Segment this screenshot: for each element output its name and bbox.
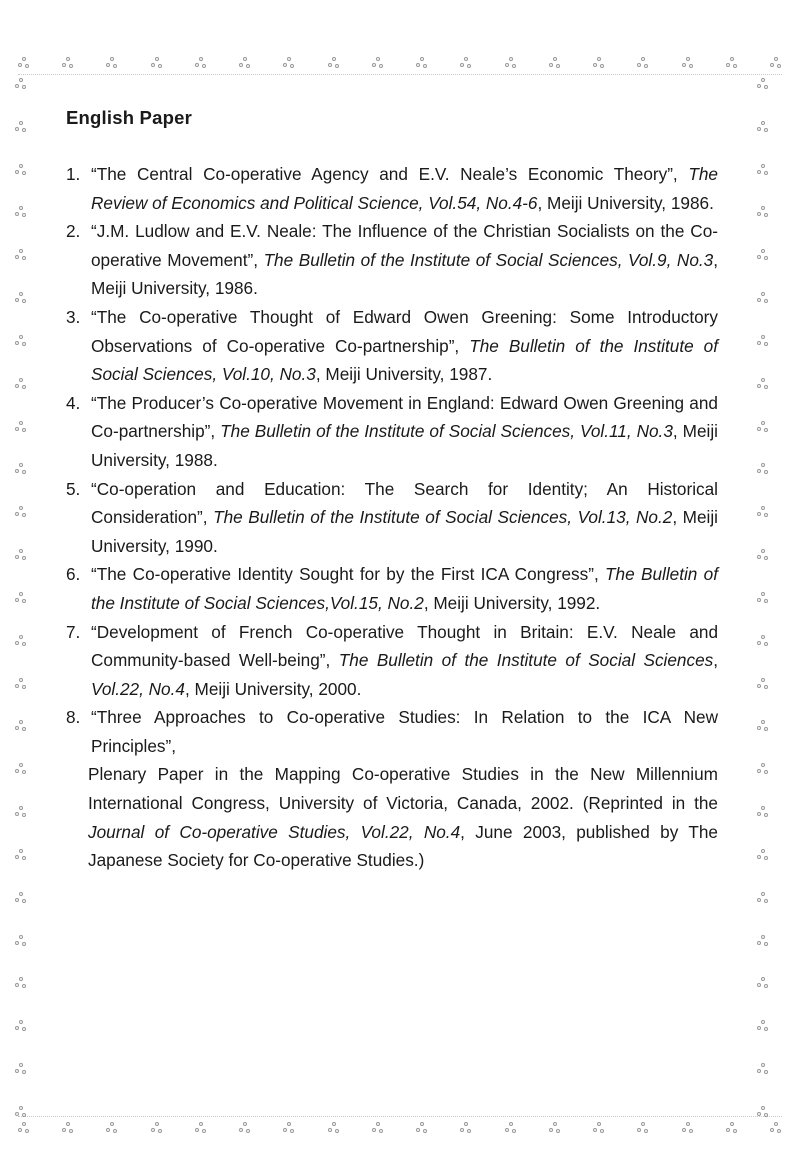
- paper-note-text: Plenary Paper in the Mapping Co-operative Studies in the New Millennium International Congress, University of Victoria, Canada, 2002. (Reprinted in the: [88, 764, 718, 814]
- flower-ornament-icon: [15, 78, 27, 90]
- flower-ornament-icon: [505, 1122, 517, 1134]
- flower-ornament-icon: [757, 164, 769, 176]
- flower-ornament-icon: [505, 57, 517, 69]
- paper-item-2: [66, 217, 718, 303]
- top-ornament-border: [18, 52, 782, 75]
- flower-ornament-icon: [757, 892, 769, 904]
- flower-ornament-icon: [549, 57, 561, 69]
- paper-number: 6.: [66, 564, 81, 585]
- paper-item-3: [66, 303, 718, 389]
- paper-item-8: [66, 703, 718, 875]
- flower-ornament-icon: [637, 57, 649, 69]
- flower-ornament-icon: [15, 849, 27, 861]
- paper-item-1: [66, 160, 718, 217]
- flower-ornament-icon: [283, 57, 295, 69]
- flower-ornament-icon: [151, 1122, 163, 1134]
- flower-ornament-icon: [15, 506, 27, 518]
- flower-ornament-icon: [682, 57, 694, 69]
- flower-ornament-icon: [15, 763, 27, 775]
- paper-publisher: , Meiji University, 1987.: [315, 364, 493, 385]
- flower-ornament-icon: [15, 164, 27, 176]
- paper-volume: Vol.22, No.4: [91, 678, 185, 699]
- flower-ornament-icon: [757, 849, 769, 861]
- paper-number: 7.: [66, 621, 81, 642]
- flower-ornament-icon: [18, 57, 30, 69]
- flower-ornament-icon: [593, 57, 605, 69]
- flower-ornament-icon: [15, 378, 27, 390]
- flower-ornament-icon: [757, 806, 769, 818]
- flower-ornament-icon: [151, 57, 163, 69]
- paper-note: [88, 760, 718, 874]
- paper-title: “Three Approaches to Co-operative Studies: In Relation to the ICA New Principles”,: [91, 707, 718, 756]
- flower-ornament-icon: [757, 635, 769, 647]
- flower-ornament-icon: [757, 292, 769, 304]
- flower-ornament-icon: [239, 57, 251, 69]
- flower-ornament-icon: [757, 935, 769, 947]
- paper-publisher: , Meiji University, 2000.: [184, 678, 362, 699]
- paper-number: 5.: [66, 478, 81, 499]
- flower-ornament-icon: [62, 57, 74, 69]
- paper-separator: ,: [713, 650, 719, 671]
- paper-item-7: [66, 618, 718, 704]
- paper-journal: Journal of Co-operative Studies, Vol.22, No.4: [88, 821, 461, 842]
- flower-ornament-icon: [757, 549, 769, 561]
- flower-ornament-icon: [757, 421, 769, 433]
- flower-ornament-icon: [15, 335, 27, 347]
- paper-title: “The Central Co-operative Agency and E.V. Neale’s Economic Theory”,: [91, 164, 689, 184]
- paper-journal: The Bulletin of the Institute of Social Sciences,Vol.15, No.2: [91, 564, 718, 613]
- paper-journal: The Bulletin of the Institute of Social Sciences, Vol.10, No.3: [91, 335, 718, 385]
- flower-ornament-icon: [757, 592, 769, 604]
- flower-ornament-icon: [757, 378, 769, 390]
- flower-ornament-icon: [15, 1020, 27, 1032]
- flower-ornament-icon: [15, 249, 27, 261]
- flower-ornament-icon: [62, 1122, 74, 1134]
- flower-ornament-icon: [15, 1063, 27, 1075]
- flower-ornament-icon: [757, 121, 769, 133]
- flower-ornament-icon: [15, 1106, 27, 1118]
- flower-ornament-icon: [757, 463, 769, 475]
- paper-journal: The Bulletin of the Institute of Social Sciences: [338, 650, 714, 671]
- flower-ornament-icon: [195, 1122, 207, 1134]
- flower-ornament-icon: [15, 463, 27, 475]
- flower-ornament-icon: [757, 335, 769, 347]
- paper-number: 3.: [66, 306, 81, 327]
- flower-ornament-icon: [757, 506, 769, 518]
- flower-ornament-icon: [593, 1122, 605, 1134]
- flower-ornament-icon: [195, 57, 207, 69]
- flower-ornament-icon: [682, 1122, 694, 1134]
- flower-ornament-icon: [372, 57, 384, 69]
- flower-ornament-icon: [726, 57, 738, 69]
- flower-ornament-icon: [757, 1063, 769, 1075]
- flower-ornament-icon: [239, 1122, 251, 1134]
- flower-ornament-icon: [15, 206, 27, 218]
- paper-number: 4.: [66, 392, 81, 413]
- bottom-ornament-border: [18, 1116, 782, 1139]
- paper-item-4: [66, 389, 718, 475]
- paper-title: “Development of French Co-operative Thought in Britain: E.V. Neale and Community-based Well-being”,: [91, 621, 718, 671]
- flower-ornament-icon: [15, 121, 27, 133]
- paper-publisher: , Meiji University, 1986.: [91, 249, 718, 299]
- paper-publisher: , Meiji University, 1990.: [91, 507, 718, 556]
- flower-ornament-icon: [416, 57, 428, 69]
- paper-title: “The Producer’s Co-operative Movement in England: Edward Owen Greening and Co-partnership”,: [91, 392, 718, 442]
- flower-ornament-icon: [106, 1122, 118, 1134]
- flower-ornament-icon: [757, 1020, 769, 1032]
- flower-ornament-icon: [549, 1122, 561, 1134]
- flower-ornament-icon: [757, 1106, 769, 1118]
- flower-ornament-icon: [726, 1122, 738, 1134]
- flower-ornament-icon: [15, 935, 27, 947]
- flower-ornament-icon: [372, 1122, 384, 1134]
- paper-item-6: [66, 560, 718, 617]
- flower-ornament-icon: [106, 57, 118, 69]
- flower-ornament-icon: [460, 1122, 472, 1134]
- flower-ornament-icon: [15, 549, 27, 561]
- flower-ornament-icon: [18, 1122, 30, 1134]
- paper-title: “Co-operation and Education: The Search for Identity; An Historical Consideration”,: [91, 478, 718, 528]
- flower-ornament-icon: [757, 249, 769, 261]
- paper-journal: The Bulletin of the Institute of Social Sciences, Vol.13, No.2: [213, 507, 673, 528]
- flower-ornament-icon: [757, 977, 769, 989]
- paper-journal: The Bulletin of the Institute of Social Sciences, Vol.11, No.3: [220, 421, 673, 442]
- paper-journal: The Bulletin of the Institute of Social Sciences, Vol.9, No.3: [263, 249, 714, 270]
- flower-ornament-icon: [283, 1122, 295, 1134]
- flower-ornament-icon: [15, 806, 27, 818]
- paper-title: “The Co-operative Identity Sought for by the First ICA Congress”,: [91, 564, 606, 585]
- flower-ornament-icon: [328, 1122, 340, 1134]
- flower-ornament-icon: [757, 78, 769, 90]
- flower-ornament-icon: [15, 678, 27, 690]
- paper-note-end: , June 2003, published by The Japanese Society for Co-operative Studies.): [88, 821, 718, 871]
- paper-number: 8.: [66, 707, 81, 728]
- flower-ornament-icon: [15, 421, 27, 433]
- paper-publisher: , Meiji University, 1992.: [423, 592, 601, 613]
- flower-ornament-icon: [15, 292, 27, 304]
- flower-ornament-icon: [15, 977, 27, 989]
- flower-ornament-icon: [637, 1122, 649, 1134]
- left-ornament-border: [10, 78, 32, 1118]
- paper-journal: The Review of Economics and Political Science, Vol.54, No.4-6: [91, 164, 718, 213]
- flower-ornament-icon: [757, 678, 769, 690]
- flower-ornament-icon: [416, 1122, 428, 1134]
- paper-title: “J.M. Ludlow and E.V. Neale: The Influence of the Christian Socialists on the Co-operative Movement”,: [91, 221, 718, 270]
- flower-ornament-icon: [15, 592, 27, 604]
- flower-ornament-icon: [15, 720, 27, 732]
- flower-ornament-icon: [757, 720, 769, 732]
- flower-ornament-icon: [15, 892, 27, 904]
- paper-publisher: , Meiji University, 1988.: [91, 421, 718, 470]
- paper-publisher: , Meiji University, 1986.: [537, 192, 714, 213]
- paper-number: 2.: [66, 221, 81, 242]
- flower-ornament-icon: [757, 206, 769, 218]
- paper-title: “The Co-operative Thought of Edward Owen Greening: Some Introductory Observations of Co-operative Co-partnership”,: [91, 306, 718, 356]
- flower-ornament-icon: [15, 635, 27, 647]
- flower-ornament-icon: [460, 57, 472, 69]
- flower-ornament-icon: [770, 1122, 782, 1134]
- flower-ornament-icon: [770, 57, 782, 69]
- paper-item-5: [66, 475, 718, 561]
- paper-number: 1.: [66, 164, 81, 184]
- flower-ornament-icon: [757, 763, 769, 775]
- right-ornament-border: [752, 78, 774, 1118]
- flower-ornament-icon: [328, 57, 340, 69]
- paper-list: [66, 160, 718, 875]
- page-heading: English Paper: [66, 107, 192, 128]
